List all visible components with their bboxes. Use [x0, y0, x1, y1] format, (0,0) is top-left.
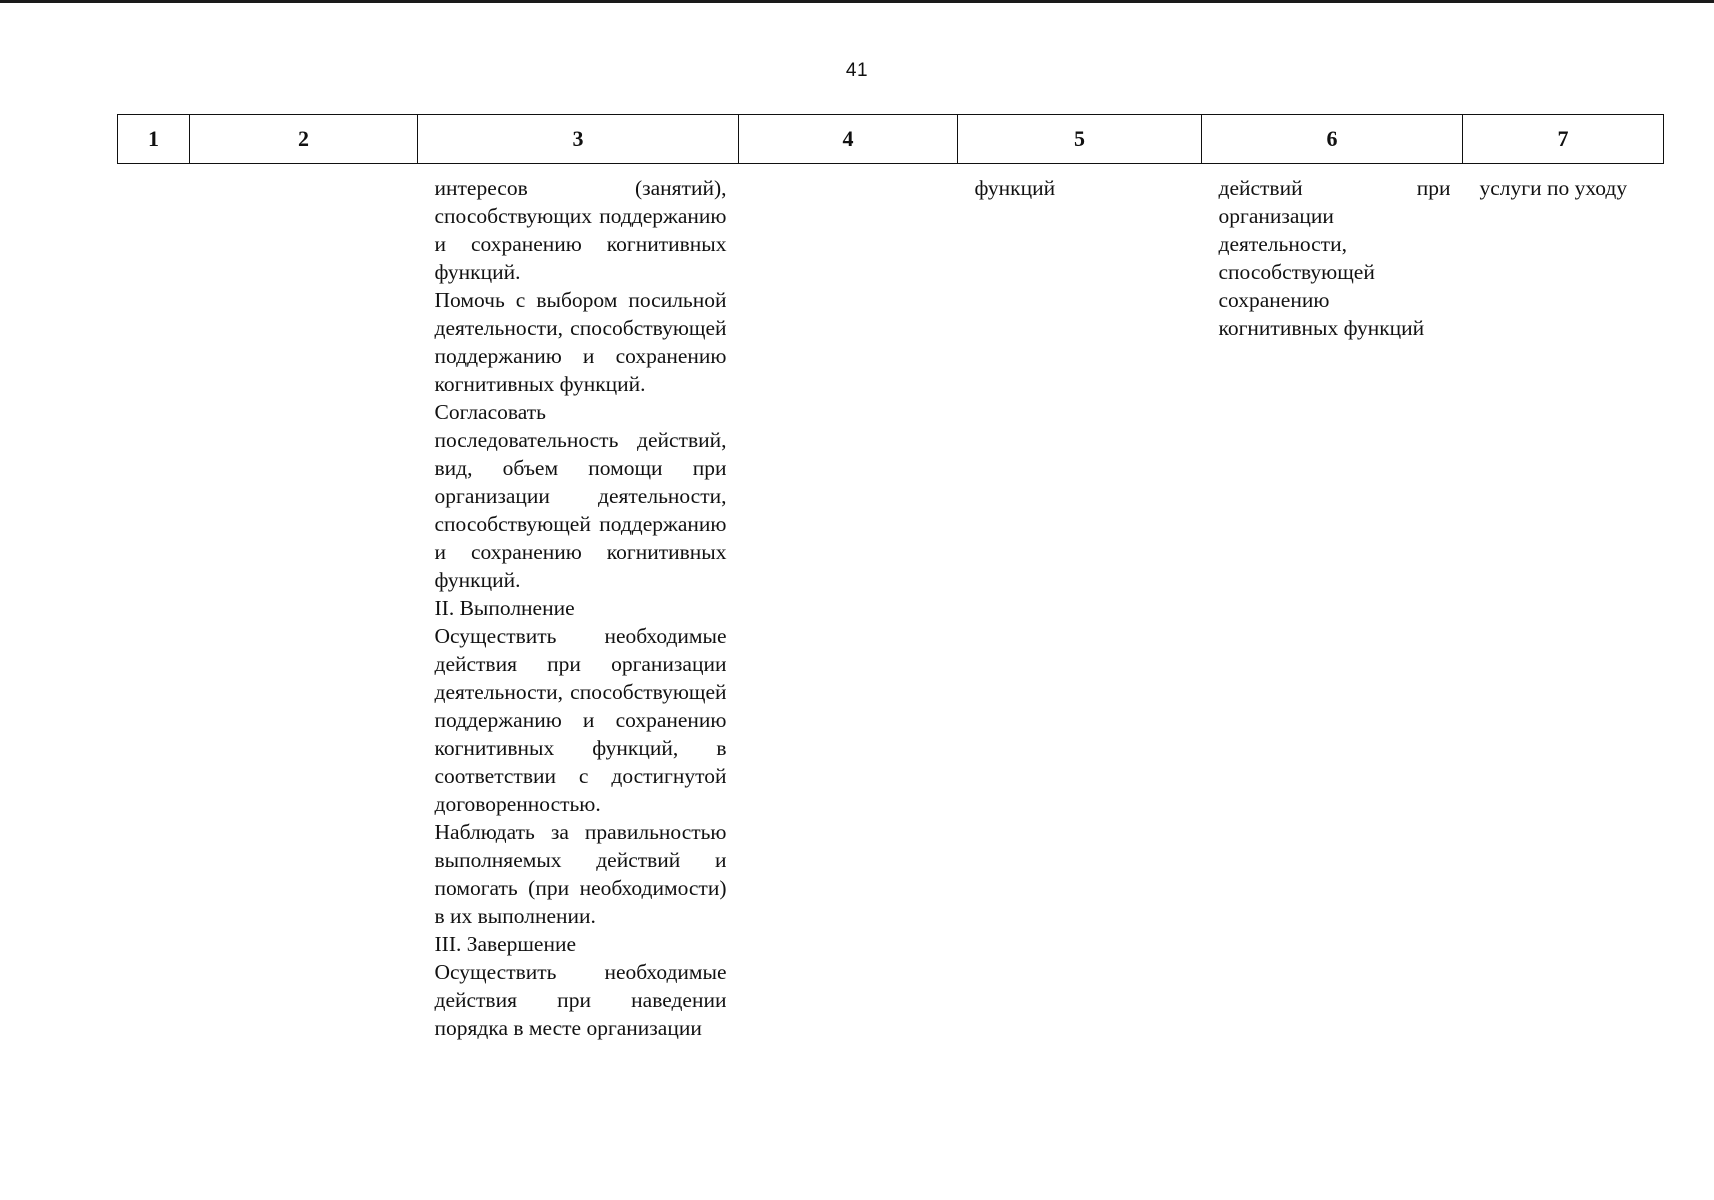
- procedure-paragraph: Помочь с выбором посильной деятельности, способствующей поддержанию и сохранению когнитивных функций.: [434, 288, 727, 396]
- cell-col5: функций: [974, 176, 1056, 200]
- section-heading-execution: II. Выполнение: [434, 596, 575, 620]
- procedure-paragraph: интересов (занятий), способствующих поддержанию и сохранению когнитивных функций.: [434, 176, 727, 284]
- cell-col4: [739, 164, 958, 1043]
- column-header-5: 5: [958, 115, 1202, 164]
- procedure-paragraph: Наблюдать за правильностью выполняемых действий и помогать (при необходимости) в их выполнении.: [434, 820, 727, 928]
- table-header-row: [118, 115, 1664, 164]
- column-header-4: 4: [739, 115, 958, 164]
- cell-col3-procedure: [418, 164, 739, 1043]
- document-table: [117, 114, 1664, 1042]
- section-heading-completion: III. Завершение: [434, 932, 577, 956]
- procedure-paragraph: Осуществить необходимые действия при наведении порядка в месте организации: [434, 960, 727, 1040]
- cell-col1: [118, 164, 190, 1043]
- column-header-6: 6: [1202, 115, 1463, 164]
- column-header-3: 3: [418, 115, 739, 164]
- cell-col7: услуги по уходу: [1479, 176, 1628, 200]
- cell-col2: [190, 164, 418, 1043]
- procedure-paragraph: Согласовать последовательность действий, вид, объем помощи при организации деятельности, способствующей поддержанию и сохранению когнитивных функций.: [434, 400, 727, 592]
- column-header-7: 7: [1463, 115, 1664, 164]
- page-top-border: [0, 0, 1714, 3]
- cell-col6: действий при организации деятельности, способствующей сохранению когнитивных функций: [1218, 176, 1451, 340]
- procedure-paragraph: Осуществить необходимые действия при организации деятельности, способствующей поддержанию и сохранению когнитивных функций, в соответствии с достигнутой договоренностью.: [434, 624, 727, 816]
- column-header-2: 2: [190, 115, 418, 164]
- column-header-1: 1: [118, 115, 190, 164]
- page-number: 41: [845, 60, 869, 81]
- table-row: [118, 164, 1664, 1043]
